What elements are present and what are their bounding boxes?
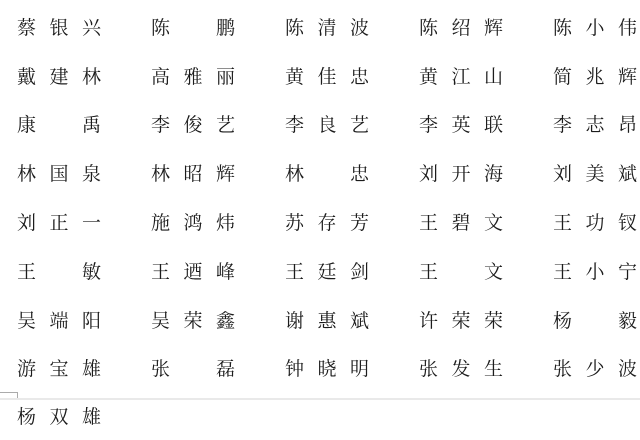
person-name-char: 陈 (151, 16, 171, 39)
name-row (0, 246, 640, 295)
person-name-char: 俊 (183, 114, 203, 137)
person-name (151, 62, 235, 89)
person-name-char: 李 (151, 114, 171, 137)
person-name-char: 正 (49, 212, 69, 235)
person-name-char: 双 (49, 406, 69, 428)
person-name-char: 开 (451, 163, 471, 186)
name-grid (0, 2, 640, 392)
person-name-char: 许 (419, 309, 439, 332)
person-name-char: 小 (585, 16, 605, 39)
person-name-char: 宝 (49, 358, 69, 381)
person-name-char: 剑 (349, 260, 369, 283)
person-name (285, 208, 369, 235)
person-name-char: 银 (49, 16, 69, 39)
person-name (553, 110, 637, 137)
person-name-char: 文 (483, 212, 503, 235)
person-name (553, 13, 637, 40)
person-name (151, 159, 235, 186)
person-name-char: 江 (451, 65, 471, 88)
person-name-char: 炜 (215, 212, 235, 235)
person-name (17, 110, 101, 137)
person-name-char: 李 (285, 114, 305, 137)
name-row (0, 2, 640, 51)
person-name-char: 碧 (451, 212, 471, 235)
person-name-char: 吴 (17, 309, 37, 332)
name-row (0, 100, 640, 149)
person-name-char: 李 (553, 114, 573, 137)
person-name-char: 杨 (17, 406, 37, 428)
person-name-char: 王 (285, 260, 305, 283)
person-name (17, 208, 101, 235)
person-name-char: 山 (483, 65, 503, 88)
person-name-char: 王 (553, 260, 573, 283)
person-name (285, 62, 369, 89)
person-name-char: 忠 (349, 65, 369, 88)
name-grid-overflow-row (0, 399, 640, 432)
person-name-char: 毅 (617, 309, 637, 332)
person-name-char: 谢 (285, 309, 305, 332)
person-name-char: 黄 (419, 65, 439, 88)
person-name-char: 生 (483, 358, 503, 381)
person-name (151, 13, 235, 40)
person-name-char: 高 (151, 65, 171, 88)
person-name-char: 吴 (151, 309, 171, 332)
person-name (285, 159, 369, 186)
person-name-char: 发 (451, 358, 471, 381)
person-name-char: 杨 (553, 309, 573, 332)
person-name-char: 辉 (617, 65, 637, 88)
person-name-char: 林 (17, 163, 37, 186)
person-name-char: 艺 (349, 114, 369, 137)
person-name-char: 英 (451, 114, 471, 137)
person-name-char: 良 (317, 114, 337, 137)
person-name-char: 荣 (451, 309, 471, 332)
person-name-char: 丽 (215, 65, 235, 88)
person-name (17, 354, 101, 381)
person-name-char: 钗 (617, 212, 637, 235)
person-name-char: 少 (585, 358, 605, 381)
person-name-char: 陈 (419, 16, 439, 39)
person-name-char: 波 (617, 358, 637, 381)
person-name-char: 王 (151, 260, 171, 283)
person-name-char: 美 (585, 163, 605, 186)
person-name-char: 兆 (585, 65, 605, 88)
person-name-char: 惠 (317, 309, 337, 332)
person-name-char: 苏 (285, 212, 305, 235)
person-name-char: 荣 (183, 309, 203, 332)
person-name-char: 游 (17, 358, 37, 381)
person-name-char: 雅 (183, 65, 203, 88)
person-name (419, 110, 503, 137)
person-name (419, 13, 503, 40)
person-name-char: 张 (419, 358, 439, 381)
person-name-char: 志 (585, 114, 605, 137)
person-name-char: 泉 (81, 163, 101, 186)
person-name-char: 辉 (483, 16, 503, 39)
person-name-char: 文 (483, 260, 503, 283)
name-row (0, 148, 640, 197)
person-name-char: 宁 (617, 260, 637, 283)
person-name-char: 张 (553, 358, 573, 381)
person-name (419, 62, 503, 89)
person-name (419, 354, 503, 381)
person-name-char: 小 (585, 260, 605, 283)
person-name-char: 绍 (451, 16, 471, 39)
person-name-char: 钟 (285, 358, 305, 381)
person-name (151, 208, 235, 235)
person-name (553, 159, 637, 186)
person-name-char: 雄 (81, 358, 101, 381)
person-name-char: 芳 (349, 212, 369, 235)
person-name-char: 荣 (483, 309, 503, 332)
person-name (17, 13, 101, 40)
person-name-char: 斌 (617, 163, 637, 186)
name-row (0, 51, 640, 100)
person-name-char: 黄 (285, 65, 305, 88)
person-name-char: 昂 (617, 114, 637, 137)
name-row (0, 344, 640, 393)
person-name-char: 鹏 (215, 16, 235, 39)
person-name (17, 306, 101, 333)
person-name-char: 戴 (17, 65, 37, 88)
person-name-char: 伟 (617, 16, 637, 39)
person-name (419, 306, 503, 333)
person-name-char: 刘 (17, 212, 37, 235)
person-name-char: 康 (17, 114, 37, 137)
person-name (285, 110, 369, 137)
person-name-char: 清 (317, 16, 337, 39)
person-name (553, 354, 637, 381)
person-name-char: 明 (349, 358, 369, 381)
person-name-char: 王 (419, 212, 439, 235)
person-name (419, 159, 503, 186)
person-name-char: 王 (419, 260, 439, 283)
person-name (17, 257, 101, 284)
person-name-char: 兴 (81, 16, 101, 39)
person-name (151, 110, 235, 137)
person-name-char: 陈 (285, 16, 305, 39)
person-name-char: 功 (585, 212, 605, 235)
person-name (285, 257, 369, 284)
person-name (285, 13, 369, 40)
person-name-char: 峰 (215, 260, 235, 283)
person-name-char: 鸿 (183, 212, 203, 235)
person-name (285, 306, 369, 333)
person-name-char: 廷 (317, 260, 337, 283)
person-name-char: 简 (553, 65, 573, 88)
person-name-char: 晓 (317, 358, 337, 381)
person-name-char: 施 (151, 212, 171, 235)
person-name-char: 斌 (349, 309, 369, 332)
person-name (17, 159, 101, 186)
person-name (553, 257, 637, 284)
person-name-char: 雄 (81, 406, 101, 428)
person-name-char: 张 (151, 358, 171, 381)
person-name-char: 海 (483, 163, 503, 186)
person-name (553, 208, 637, 235)
person-name-char: 迺 (183, 260, 203, 283)
person-name (17, 402, 101, 429)
person-name-char: 佳 (317, 65, 337, 88)
person-name (151, 306, 235, 333)
person-name-char: 敏 (81, 260, 101, 283)
person-name-char: 建 (49, 65, 69, 88)
person-name (151, 257, 235, 284)
person-name-char: 波 (349, 16, 369, 39)
person-name-char: 艺 (215, 114, 235, 137)
person-name-char: 陈 (553, 16, 573, 39)
person-name-char: 一 (81, 212, 101, 235)
person-name-char: 李 (419, 114, 439, 137)
person-name-char: 蔡 (17, 16, 37, 39)
person-name-char: 林 (285, 163, 305, 186)
person-name-char: 阳 (81, 309, 101, 332)
person-name (17, 62, 101, 89)
person-name (553, 306, 637, 333)
person-name-char: 存 (317, 212, 337, 235)
person-name-char: 辉 (215, 163, 235, 186)
person-name-char: 忠 (349, 163, 369, 186)
person-name-char: 端 (49, 309, 69, 332)
person-name-char: 禹 (81, 114, 101, 137)
name-row (0, 197, 640, 246)
person-name-char: 王 (553, 212, 573, 235)
person-name-char: 刘 (419, 163, 439, 186)
person-name-char: 联 (483, 114, 503, 137)
person-name-char: 鑫 (215, 309, 235, 332)
person-name-char: 磊 (215, 358, 235, 381)
person-name (285, 354, 369, 381)
person-name-char: 国 (49, 163, 69, 186)
person-name (151, 354, 235, 381)
person-name (419, 257, 503, 284)
person-name-char: 林 (151, 163, 171, 186)
person-name (419, 208, 503, 235)
person-name-char: 刘 (553, 163, 573, 186)
person-name-char: 昭 (183, 163, 203, 186)
person-name (553, 62, 637, 89)
person-name-char: 林 (81, 65, 101, 88)
person-name-char: 王 (17, 260, 37, 283)
name-row (0, 295, 640, 344)
